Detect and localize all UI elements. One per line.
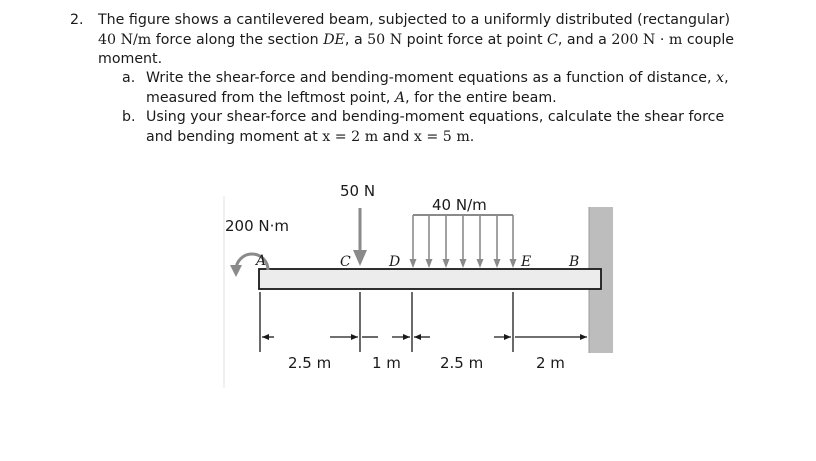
point-d-label: D xyxy=(389,254,401,270)
distributed-load-arrow xyxy=(477,215,484,268)
point-e-label: E xyxy=(521,254,532,270)
distributed-load-arrow xyxy=(443,215,450,268)
part-a: a. Write the shear-force and bending-moment equations as a function of distance, x, measured from the leftmost point, A, for the entire beam. xyxy=(122,70,729,106)
dimension-cd: 1 m xyxy=(372,354,401,372)
question-number: 2. xyxy=(70,12,84,28)
stem-line-2: 40 N/m force along the section DE, a 50 N point force at point C, and a 200 N · m couple xyxy=(98,31,735,48)
point-b-label: B xyxy=(569,254,580,270)
distributed-load-arrow xyxy=(410,215,417,268)
distributed-load-arrow xyxy=(510,215,517,268)
distributed-load-label: 40 N/m xyxy=(432,196,487,214)
part-b-label: b. xyxy=(122,109,136,125)
part-b: b. Using your shear-force and bending-moment equations, calculate the shear force and bending moment at x = 2 m and x = 5 m. xyxy=(122,109,725,145)
dimension-ticks xyxy=(260,292,513,352)
distributed-load-arrow xyxy=(426,215,433,268)
point-a-label: A xyxy=(256,253,267,269)
distributed-load-arrow xyxy=(494,215,501,268)
point-force-label: 50 N xyxy=(340,182,376,200)
point-force-arrow xyxy=(353,208,367,266)
dimension-de: 2.5 m xyxy=(440,354,484,372)
stem-line-1: The figure shows a cantilevered beam, subjected to a uniformly distributed (rectangular) xyxy=(98,12,730,28)
point-c-label: C xyxy=(340,254,351,270)
distributed-load xyxy=(410,215,517,268)
stem-line-3: moment. xyxy=(98,51,163,67)
distributed-load-arrow xyxy=(460,215,467,268)
part-a-label: a. xyxy=(122,70,136,86)
dimension-ac: 2.5 m xyxy=(288,354,332,372)
beam xyxy=(259,269,601,289)
couple-label: 200 N·m xyxy=(225,217,289,235)
dimension-eb: 2 m xyxy=(536,354,565,372)
